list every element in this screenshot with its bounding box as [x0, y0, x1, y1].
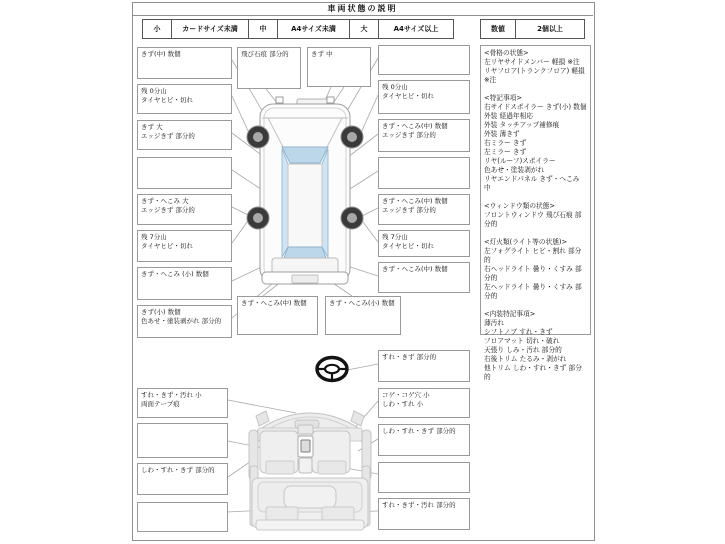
note-line: 外装 タッチアップ補修痕: [484, 121, 560, 129]
callout-line: 飛び石痕 部分的: [241, 50, 289, 58]
car-interior-diagram: [249, 411, 371, 530]
note-line: リヤ(ルーフ)スポイラー: [484, 157, 556, 165]
callout-line: しわ・すれ・きず 部分的: [141, 466, 215, 474]
callout-line: 残 7分山: [382, 233, 408, 241]
note-section-header: <灯火類(ライト等の状態)>: [484, 238, 568, 246]
note-line: 左リヤサイドメンバー 軽損 ※注: [484, 58, 580, 66]
callout-line: タイヤヒビ・切れ: [382, 92, 434, 100]
callout-line: きず・へこみ(中) 数個: [382, 197, 448, 205]
car-top-view-diagram: [247, 97, 363, 284]
callout-line: きず 中: [311, 50, 333, 58]
callout-interior-right-3: [378, 462, 470, 493]
note-line: 他トリム しわ・すれ・きず 部分的: [484, 364, 582, 381]
legend-cell-count: 数値: [480, 19, 516, 39]
note-line: ※注: [484, 76, 497, 84]
note-section-header: <内装特記事項>: [484, 310, 536, 318]
callout-exterior-right-3: [378, 157, 470, 189]
note-line: 色あせ・塗装剥がれ: [484, 166, 545, 174]
callout-line: きず・へこみ 大: [141, 197, 189, 205]
callout-exterior-left-0: [137, 47, 232, 79]
callout-line: きず(中) 数個: [141, 50, 181, 58]
note-line: フロアマット 切れ・破れ: [484, 337, 560, 345]
callout-exterior-right-4: [378, 194, 470, 225]
callout-line: きず 大: [141, 123, 163, 131]
callout-interior-right-4: [378, 498, 470, 530]
callout-line: エッジきず 部分的: [141, 206, 195, 214]
callout-interior-left-3: [137, 502, 228, 532]
callout-line: きず・へこみ(中) 数個: [382, 265, 448, 273]
callout-line: エッジきず 部分的: [382, 206, 436, 214]
legend-cell-medium: 中: [248, 19, 278, 39]
callout-interior-left-1: [137, 423, 228, 458]
callout-line: 残 0分山: [141, 87, 167, 95]
callout-interior-right-2: [378, 424, 470, 456]
legend-cell-medium-desc: A4サイズ未満: [277, 19, 350, 39]
callout-exterior-bottom-0: [237, 296, 318, 335]
legend-cell-small: 小: [142, 19, 172, 39]
callout-exterior-left-3: [137, 157, 232, 189]
notes-panel: [480, 45, 591, 381]
callout-line: きず・へこみ(中) 数個: [241, 299, 307, 307]
callout-interior-left-0: [137, 388, 228, 418]
callout-line: すれ・きず・汚れ 部分的: [382, 501, 456, 509]
callout-exterior-right-5: [378, 230, 470, 257]
callout-line: コゲ・コゲ穴 小: [382, 391, 430, 399]
note-line: 薄汚れ: [484, 319, 505, 327]
note-line: リヤエンドパネル きず・へこみ 中: [484, 175, 580, 192]
callout-line: きず・へこみ(中) 数個: [382, 122, 448, 130]
callout-exterior-bottom-1: [325, 296, 401, 335]
note-line: 右ミラー きず: [484, 139, 527, 147]
note-line: リヤフロア(トランクフロア) 軽損: [484, 67, 585, 75]
callout-line: きず(小) 数個: [141, 308, 181, 316]
note-section-header: <ウィンドウ類の状態>: [484, 202, 555, 210]
callout-line: きず・へこみ (小) 数個: [141, 270, 209, 278]
page-title: 車両状態の説明: [132, 2, 593, 16]
note-line: 外装 経過年相応: [484, 112, 533, 120]
callout-interior-right-0: [378, 350, 470, 382]
note-line: フロントウィンドウ 飛び石痕 部分的: [484, 211, 582, 228]
note-line: シフトノブ すれ・きず: [484, 328, 553, 336]
legend-cell-large-desc: A4サイズ以上: [378, 19, 454, 39]
callout-exterior-left-7: [137, 305, 232, 338]
callout-line: 色あせ・塗装剥がれ 部分的: [141, 317, 222, 325]
callout-line: タイヤヒビ・切れ: [382, 242, 434, 250]
callout-line: きず・へこみ(小) 数個: [329, 299, 395, 307]
callout-exterior-left-1: [137, 84, 232, 114]
callout-line: すれ・きず 部分的: [382, 353, 437, 361]
callout-line: しわ・すれ 小: [382, 400, 424, 408]
callout-line: しわ・すれ・きず 部分的: [382, 427, 456, 435]
steering-wheel-icon: [317, 358, 347, 381]
note-section-header: <特記事項>: [484, 94, 522, 102]
note-line: 左フォグライト ヒビ・割れ 部分的: [484, 247, 582, 264]
note-section-lights: [484, 238, 587, 301]
note-line: 左ミラー きず: [484, 148, 527, 156]
note-line: 外装 薄きず: [484, 130, 520, 138]
note-section-windows: [484, 202, 587, 229]
callout-line: タイヤヒビ・切れ: [141, 242, 193, 250]
legend-cell-count-desc: 2個以上: [515, 19, 585, 39]
note-section-special: [484, 94, 587, 193]
callout-line: 残 0分山: [382, 83, 408, 91]
callout-line: エッジきず 部分的: [382, 131, 436, 139]
callout-line: 両面テープ痕: [141, 400, 180, 408]
note-line: 天張り しみ・汚れ 部分的: [484, 346, 562, 354]
callout-exterior-top-0: [237, 47, 301, 89]
note-line: 右ヘッドライト 曇り・くすみ 部分的: [484, 265, 582, 282]
note-section-frame-state: [484, 49, 587, 85]
note-section-header: <骨格の状態>: [484, 49, 529, 57]
callout-line: 残 7分山: [141, 233, 167, 241]
callout-exterior-right-6: [378, 262, 470, 293]
callout-exterior-left-6: [137, 267, 232, 300]
note-section-interior: [484, 310, 587, 382]
legend-cell-small-desc: カードサイズ未満: [171, 19, 249, 39]
callout-interior-left-2: [137, 463, 228, 495]
note-line: 右サイドスポイラー きず(小) 数個: [484, 103, 587, 111]
callout-line: タイヤヒビ・切れ: [141, 96, 193, 104]
callout-exterior-left-5: [137, 230, 232, 262]
note-line: 左ヘッドライト 曇り・くすみ 部分的: [484, 283, 582, 300]
callout-line: エッジきず 部分的: [141, 132, 195, 140]
callout-interior-right-1: [378, 388, 470, 418]
callout-line: すれ・きず・汚れ 小: [141, 391, 202, 399]
callout-exterior-right-2: [378, 119, 470, 152]
legend-cell-large: 大: [349, 19, 379, 39]
callout-exterior-right-1: [378, 80, 470, 114]
callout-exterior-top-1: [307, 47, 371, 87]
callout-exterior-left-4: [137, 194, 232, 225]
callout-exterior-right-0: [378, 45, 470, 75]
callout-exterior-left-2: [137, 120, 232, 150]
note-line: 右後トリム たるみ・剥がれ: [484, 355, 567, 363]
